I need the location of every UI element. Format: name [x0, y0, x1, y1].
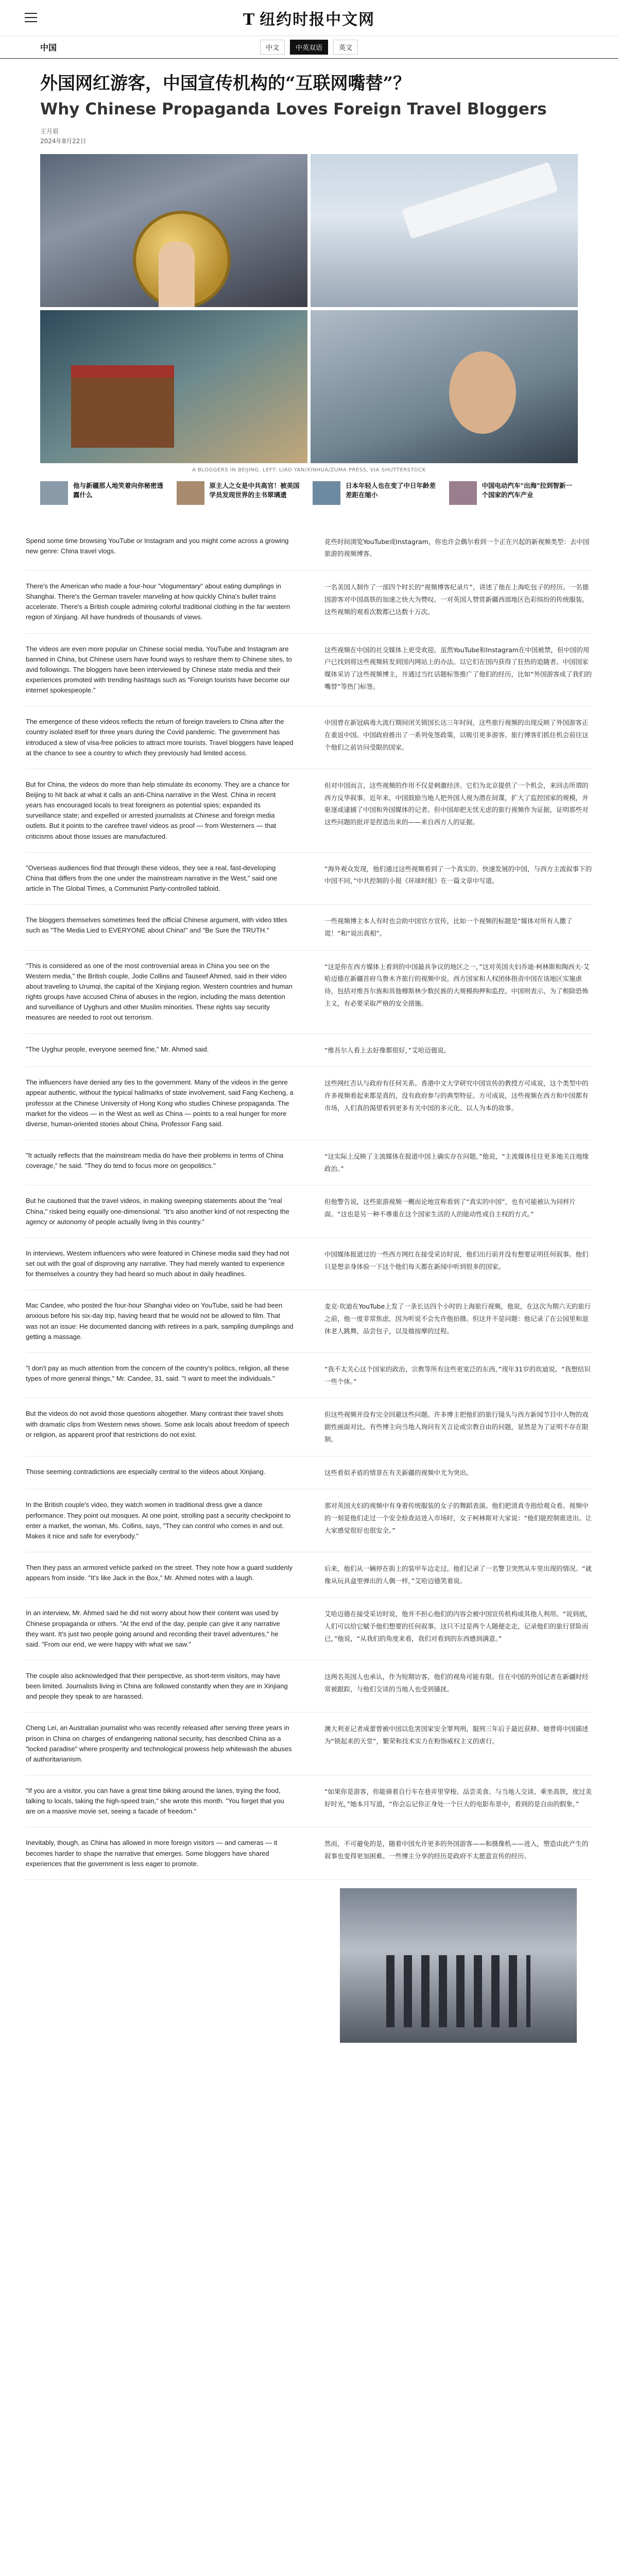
paragraph-pair: [26, 1034, 592, 1067]
paragraph-zh: “我不太关心这个国家的政治、宗教等所有这些更宽泛的东西，”现年31岁的坎迪说。“我想结识一些个体。”: [324, 1365, 591, 1385]
paragraph-pair: [26, 905, 592, 951]
section-nav: [0, 36, 618, 59]
paragraph-en: "The Uyghur people, everyone seemed fine," Mr. Ahmed said.: [26, 1045, 209, 1053]
related-article[interactable]: [449, 481, 578, 505]
paragraph-en: There's the American who made a four-hour "vlogumentary" about eating dumplings in Shanghai. There's the German traveler marveling at how quickly China's bullet trains accelerate. There's a British couple admiring colorful traditional clothing in the far western region of Xinjiang. All have hundreds of thousands of views.: [26, 582, 290, 621]
logo-text: 纽约时报中文网: [260, 10, 375, 29]
paragraph-en: "It actually reflects that the mainstream media do have their problems in terms of China coverage," he said. "They do tend to focus more on geopolitics.": [26, 1151, 284, 1170]
author[interactable]: 王月眉: [40, 128, 59, 135]
paragraph-en: The emergence of these videos reflects the return of foreign travelers to China after the country isolated itself for three years during the Covid pandemic. The government has introduced a slew of visa-free policies to attract more tourists. Travel bloggers have leaped at the chance to see a country to which they previously had limited access.: [26, 718, 294, 757]
paragraph-en: "I don't pay as much attention from the concern of the country's politics, religion, all these types of more general things," Mr. Candee, 31, said. "I want to meet the individuals.": [26, 1364, 289, 1382]
paragraph-zh: 这两名英国人也承认，作为短期访客，他们的视角可能有限。住在中国的外国记者在新疆时经常被跟踪，与他们交谈的当地人也受到骚扰。: [324, 1672, 589, 1693]
paragraph-zh: 但他警告说，这些旅游视频一概而论地宣称看到了“真实的中国”，也有可能被认为同样片面。“这也是另一种不尊重在这个国家生活的人的能动性或自主权的方式。”: [324, 1198, 576, 1218]
paragraph-pair: [26, 1775, 592, 1827]
related-article[interactable]: [40, 481, 169, 505]
paragraph-zh: “这实际上反映了主流媒体在报道中国上确实存在问题，”他说，“主流媒体往往更多地关注地缘政治。”: [324, 1152, 589, 1173]
paragraph-zh: 艾哈迈德在接受采访时说，他并不担心他们的内容会被中国宣传机构或其他人利用。“说到底，人们可以给它赋予他们想要的任何叙事。这只不过是两个人随便走走，记录他们的旅行冒险而已，”他说，“从我们的角度来看，我们对看到的东西感到满意。”: [324, 1610, 592, 1642]
paragraph-zh: 一些视频博主本人有时也会助中国官方宣传，比如一个视频的标题是“媒体对所有人撒了谎！”和“说出真相”。: [324, 917, 573, 937]
site-logo[interactable]: [243, 7, 375, 29]
related-thumbnail: [449, 481, 477, 505]
hero-photo-selfie: [311, 310, 578, 463]
paragraph-pair: [26, 1827, 592, 1879]
hero-photo-city-gate: [40, 310, 307, 463]
headline-zh: 外国网红游客，中国宣传机构的“互联网嘴替”？: [40, 73, 411, 94]
paragraph-en: But the videos do not avoid those questions altogether. Many contrast their travel shots with dramatic clips from Western news shows. Some ask locals about freedom of speech or religion, as apparent proof that restrictions do not exist.: [26, 1410, 289, 1438]
paragraph-zh: 中国媒体报道过的一些西方网红在接受采访时说，他们出行前并没有想要证明任何叙事。他们只是想亲身体验一下这个他们每天都在新闻中听到很多的国家。: [324, 1250, 589, 1270]
paragraph-zh: “这是你在西方媒体上看到的中国最具争议的地区之一，”这对英国夫妇乔迪·柯林斯和陶西夫·艾哈迈德在新疆首府乌鲁木齐旅行的视频中说。西方国家和人权团体指责中国在该地区实施虐待，包括对维吾尔族和其他穆斯林少数民族的大规模拘押和监控。中国则表示，为了根除恐怖主义，有必要采取严格的安全措施。: [324, 962, 590, 1007]
paragraph-en: The couple also acknowledged that their perspective, as short-term visitors, may have been limited. Journalists living in China are followed constantly when they are in Xinjiang and people they speak to are harassed.: [26, 1671, 288, 1701]
paragraph-zh: 这些视频在中国的社交媒体上更受欢迎。虽然YouTube和Instagram在中国被禁，但中国的用户已找到将这些视频转发到国内网站上的办法。以它们在国内获得了狂热的追随者。中国国家媒体采访了这些视频博主，并通过当红话题标签推广了他们的经历，比如“外国游客成了我们的嘴替”等热门标签。: [324, 646, 592, 690]
paragraph-en: The videos are even more popular on Chinese social media. YouTube and Instagram are banned in China, but Chinese users have found ways to reshare them to Chinese sites, to avid followings. The bloggers have been interviewed by Chinese state media and their experiences promoted with trending hashtags such as "Foreign tourists have become our internet spokespeople.": [26, 645, 292, 694]
paragraph-en: Mac Candee, who posted the four-hour Shanghai video on YouTube, said he had been anxious before his six-day trip, having heard that he would not be allowed to film. That was not an issue: He documented dancing with retirees in a park, sampling dumplings and getting a massage.: [26, 1301, 294, 1341]
paragraph-zh: “如果你是游客，你能骑着自行车在巷弄里穿梭、品尝美食、与当地人交谈、乘坐高铁，度过美好时光，”她本月写道，“你会忘记你正身处一个巨大的电影布景中，看到的是自由的假象。”: [324, 1787, 592, 1808]
paragraph-pair: [26, 1660, 592, 1713]
byline: [40, 127, 578, 146]
paragraph-pair: [26, 634, 592, 707]
paragraph-pair: [26, 1353, 592, 1399]
paragraph-en: But for China, the videos do more than help stimulate its economy. They are a chance for Beijing to hit back at what it calls an anti-China narrative in the West. China in recent years has encouraged locals to treat foreigners as potential spies; expanded its surveillance state; and expelled or arrested journalists at Chinese and foreign media outlets. But it points to the carefree travel videos as proof — from Westerners — that criticisms about those issues are manufactured.: [26, 780, 289, 840]
related-article[interactable]: [177, 481, 306, 505]
paragraph-pair: [26, 1552, 592, 1598]
paragraph-pair: [26, 706, 592, 769]
article-photo-street: [340, 1888, 577, 2043]
paragraph-pair: [26, 1489, 592, 1552]
paragraph-pair: [26, 1598, 592, 1660]
paragraph-zh: 中国曾在新冠病毒大流行期间闭关锁国长达三年时间，这些旅行视频的出现反映了外国游客正在重返中国。中国政府推出了一系列免签政策，以吸引更多游客。旅行博客们抓住机会前往这个他们之前访问受限的国家。: [324, 719, 589, 751]
lang-bilingual[interactable]: 中英双语: [290, 40, 328, 55]
related-articles: [40, 481, 578, 505]
related-thumbnail: [313, 481, 340, 505]
paragraph-zh: 但对中国而言，这些视频的作用不仅是刺激经济。它们为北京提供了一个机会，来回击所谓的西方反华叙事。近年来，中国鼓励当地人把外国人视为潜在间谍，扩大了监控国家的规模，并驱逐或逮捕了中国和外国媒体的记者。但中国却把无忧无虑的旅行视频作为证据，证明那些对这些问题的批评是捏造出来的——来自西方人的证据。: [324, 781, 589, 826]
paragraph-en: Then they pass an armored vehicle parked on the street. They note how a guard suddenly appears from inside. "It's like Jack in the Box," Mr. Ahmed notes with a laugh.: [26, 1563, 293, 1582]
paragraph-en: In an interview, Mr. Ahmed said he did not worry about how their content was used by Chinese propaganda or others. "At the end of the day, people can give it any narrative they want. It's just two people going around and recording their travel adventures," he said. "From our end, we were happy with what we saw.": [26, 1609, 280, 1648]
hero-photo-coin-statue: [40, 154, 307, 307]
menu-icon[interactable]: [25, 13, 37, 22]
paragraph-zh: 花些时间浏览YouTube或Instagram，你也许会偶尔看到一个正在兴起的新视频类型：去中国旅游的视频博客。: [324, 537, 590, 558]
related-thumbnail: [40, 481, 68, 505]
paragraph-pair: [26, 571, 592, 634]
related-title: 原主人之女是中共高官！被美国学员发现世界的主书翠璃遗: [209, 481, 300, 499]
paragraph-zh: 这些网红否认与政府有任何关系。香港中文大学研究中国宣传的教授方可成说，这个类型中的许多视频看起来都是真的，没有政府参与的典型特征。方可成说，这些视频在西方和中国都有市场，人们真的渴望看到更多有关中国的多元化、以人为本的故事。: [324, 1079, 589, 1112]
paragraph-zh: 澳大利亚记者成蕾曾被中国以危害国家安全罪判刑，服刑三年后于最近获释。她曾将中国描述为“锁起来的天堂”，繁荣和技术实力在粉饰威权主义的虐行。: [324, 1725, 589, 1745]
paragraph-en: Inevitably, though, as China has allowed in more foreign visitors — and cameras — it becomes harder to shape the narrative that emerges. Some bloggers have shared experiences that the government is less eager to promote.: [26, 1839, 278, 1868]
paragraph-pair: [26, 526, 592, 571]
related-title: 他与新疆那人地笑着向你秘密透露什么: [73, 481, 164, 499]
paragraph-en: The influencers have denied any ties to the government. Many of the videos in the genre appear authentic, without the typical hallmarks of state involvement, said Fang Kecheng, a professor at the Chinese University of Hong Kong who studies Chinese propaganda. The market for the videos — in the West as well as China — points to a real hunger for more diverse, human-oriented stories about China, Professor Fang said.: [26, 1078, 294, 1128]
paragraph-zh: 一名美国人制作了一部四个时长的“视频博客纪录片”，讲述了他在上海吃包子的经历。一名德国游客对中国高铁的加速之快大为赞叹。一对英国人赞赏新疆西部地区色彩缤纷的传统服装。这些视频的观看次数都已达数十万次。: [324, 583, 589, 616]
paragraph-pair: [26, 1290, 592, 1353]
paragraph-zh: 麦克·坎迪在YouTube上发了一条长达四个小时的上海旅行视频，他说，在这次为期六天的旅行之前，他一度非常焦虑，因为听说不会允许他拍摄。但这并不是问题：他记录了在公园里和退休老人跳舞，品尝包子，以及做按摩的过程。: [324, 1302, 591, 1335]
paragraph-en: In the British couple's video, they watch women in traditional dress give a dance performance. They point out mosques. At one point, strolling past a security checkpoint to enter a market, the woman, Ms. Collins, says, "They can control who comes in and out. Makes it nice and safe for everybody.": [26, 1501, 291, 1540]
related-thumbnail: [177, 481, 204, 505]
paragraph-zh: 那对英国夫妇的视频中有身着传统服装的女子的舞蹈表演。他们把清真寺指给观众看。视频中的一刻是他们走过一个安全检查站进入市场时，女子柯林斯对大家说：“他们能控制谁进出。让大家感觉很好也很安全。”: [324, 1502, 592, 1534]
paragraph-zh: “维吾尔人看上去好像都很好，”艾哈迈德说。: [324, 1046, 451, 1054]
logo-letter: T: [243, 10, 256, 29]
paragraph-en: Cheng Lei, an Australian journalist who was recently released after serving three years in prison in China on charges of endangering national security, has described China as a "locked paradise" where prosperity and technological prowess help whitewash the abuses of authoritarianism.: [26, 1724, 292, 1763]
related-article[interactable]: [313, 481, 442, 505]
article-body: [26, 526, 592, 1880]
paragraph-pair: [26, 1238, 592, 1290]
hero-caption: A BLOGGERS IN BEIJING. LEFT: LIAO YAN/XINHUA/ZUMA PRESS, VIA SHUTTERSTOCK: [192, 467, 426, 473]
paragraph-zh: 然而，不可避免的是，随着中国允许更多的外国游客——和摄像机——进入，塑造由此产生的叙事也变得更加困难。一些博主分享的经历是政府不太愿意宣传的经历。: [324, 1840, 589, 1860]
paragraph-en: But he cautioned that the travel videos, in making sweeping statements about the "real China," risked being equally one-dimensional. "It's also another kind of not respecting the agency or autonomy of people actually living in this country.": [26, 1197, 289, 1226]
headline-block: [0, 59, 618, 147]
paragraph-zh: 但这些视频并没有完全回避这些问题。许多博主把他们的旅行镜头与西方新闻节目中人物的戏剧性画面对比。有些博主向当地人询问有关言论或宗教自由的问题，显然是为了证明不存在限制。: [324, 1411, 589, 1443]
language-switcher: [260, 40, 358, 55]
related-title: 中国电动汽车"出海"拉到智新一个国家的汽车产业: [482, 481, 573, 499]
section-label[interactable]: 中国: [40, 43, 57, 53]
headline-en: Why Chinese Propaganda Loves Foreign Travel Bloggers: [40, 99, 547, 118]
paragraph-en: Those seeming contradictions are especially central to the videos about Xinjiang.: [26, 1467, 266, 1476]
hero-photo-airplane-wing: [311, 154, 578, 307]
lang-english[interactable]: 英文: [333, 40, 358, 55]
masthead: [0, 0, 618, 36]
paragraph-en: The bloggers themselves sometimes feed the official Chinese argument, with video titles such as "The Media Lied to EVERYONE about China!" and "Be Sure the TRUTH.": [26, 916, 287, 935]
hero-image-collage: [40, 154, 578, 463]
paragraph-pair: [26, 1067, 592, 1140]
paragraph-pair: [26, 1185, 592, 1238]
paragraph-en: "Overseas audiences find that through these videos, they see a real, fast-developing China that differs from the one under the mainstream narrative in the West," said one article in The Global Times, a Communist Party-controlled tabloid.: [26, 863, 278, 893]
paragraph-pair: [26, 951, 592, 1034]
lang-chinese[interactable]: 中文: [260, 40, 285, 55]
paragraph-zh: “海外观众发现，他们通过这些视频看到了一个真实的、快速发展的中国，与西方主流叙事下的中国不同，”中共控制的小报《环球时报》在一篇文章中写道。: [324, 865, 592, 885]
paragraph-pair: [26, 1456, 592, 1490]
publish-date: 2024年8月22日: [40, 138, 87, 145]
paragraph-en: Spend some time browsing YouTube or Instagram and you might come across a growing new genre: China travel vlogs.: [26, 536, 289, 555]
related-title: 日本年轻人也在变了中日年龄差差距在缩小: [346, 481, 436, 499]
paragraph-pair: [26, 1398, 592, 1456]
paragraph-en: "This is considered as one of the most controversial areas in China you see on the Western media," the British couple, Jodie Collins and Tauseef Ahmed, said in their video about traveling to Urumqi, the capital of the Xinjiang region. Western countries and human rights groups have accused China of abuses in the region, including the mass detention and surveillance of Uyghurs and other Muslim minorities. These rights say security measures are needed to root out terrorism.: [26, 961, 293, 1022]
paragraph-en: "If you are a visitor, you can have a great time biking around the lanes, trying the food, talking to locals, taking the high-speed train," she wrote this month. "You forget that you are on a massive movie set, seeing a facade of freedom.": [26, 1786, 284, 1816]
paragraph-pair: [26, 853, 592, 905]
paragraph-zh: 后来，他们从一辆停在街上的装甲车边走过。他们记录了一名警卫突然从车里出现的情况。“就像从玩具盒里弹出的人偶一样，”艾哈迈德笑着说。: [324, 1564, 592, 1585]
paragraph-pair: [26, 769, 592, 853]
paragraph-zh: 这些看似矛盾的情景在有关新疆的视频中尤为突出。: [324, 1468, 473, 1477]
paragraph-pair: [26, 1713, 592, 1775]
paragraph-pair: [26, 1140, 592, 1186]
paragraph-en: In interviews, Western influencers who were featured in Chinese media said they had not set out with the goal of disproving any narrative. They had merely wanted to experience for themselves a country they had heard so much about in daily headlines.: [26, 1249, 289, 1278]
